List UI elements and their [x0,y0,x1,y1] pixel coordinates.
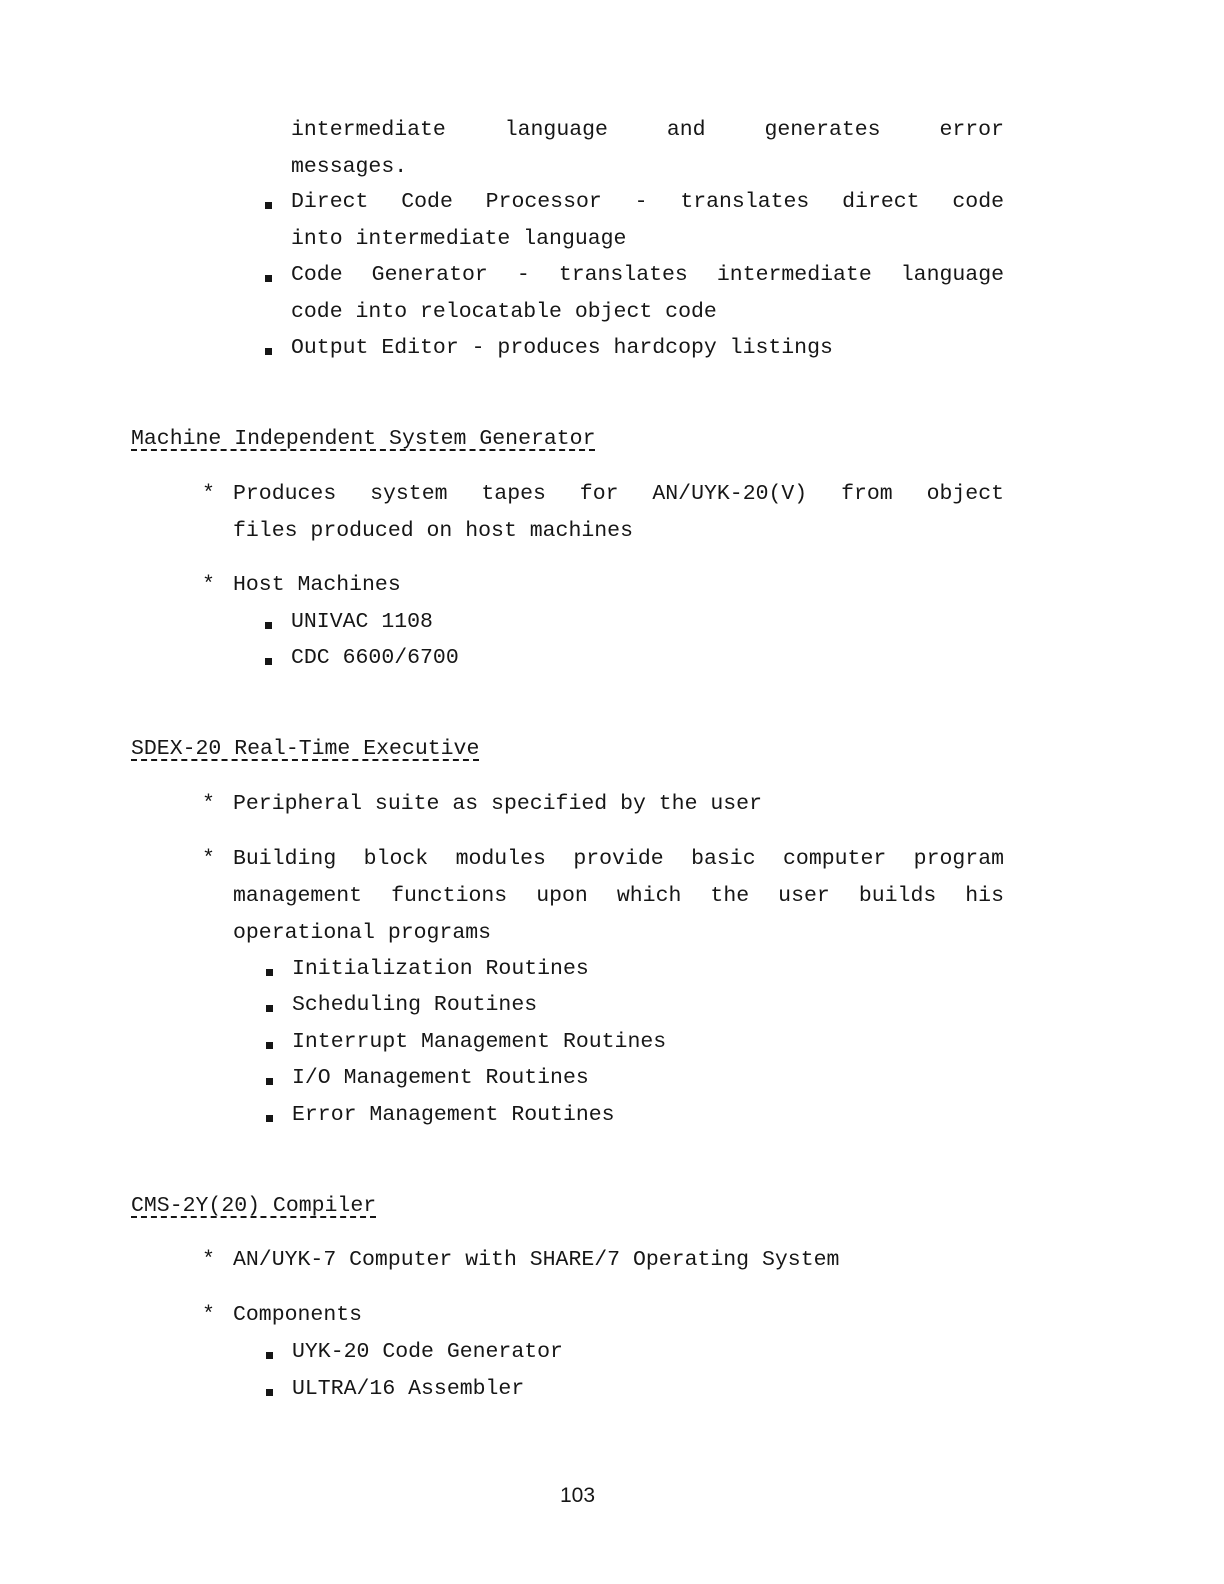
section-2-item-1-line-1: Peripheral suite as specified by the user [233,792,762,816]
section-1-sub-item: CDC 6600/6700 [291,646,459,670]
section-2-sub-item: Initialization Routines [292,957,589,981]
section-3-sub-item: UYK-20 Code Generator [292,1340,563,1364]
intro-bullet-1-line-1: Direct Code Processor - translates direct code [291,190,1004,214]
section-2-sub-item: Interrupt Management Routines [292,1030,667,1054]
section-2-item-2-line-2: management functions upon which the user builds his [233,884,1004,908]
section-heading: SDEX-20 Real-Time Executive [131,737,480,761]
section-1-item-1-line-2: files produced on host machines [233,519,633,543]
section-3-item-2-line-1: Components [233,1303,363,1327]
page-number: 103 [559,1484,596,1507]
section-2-sub-item: Error Management Routines [292,1103,615,1127]
bullet-icon [265,658,272,665]
bullet-icon [266,1078,273,1085]
bullet-icon [265,348,272,355]
asterisk-icon: * [202,792,215,816]
asterisk-icon: * [202,482,215,506]
section-2-sub-item: Scheduling Routines [292,993,538,1017]
intro-line-2: messages. [291,155,408,179]
intro-bullet-1-line-2: into intermediate language [291,227,627,251]
asterisk-icon: * [202,573,215,597]
asterisk-icon: * [202,1303,215,1327]
asterisk-icon: * [202,1248,215,1272]
bullet-icon [265,622,272,629]
bullet-icon [266,1115,273,1122]
bullet-icon [266,1042,273,1049]
bullet-icon [266,1352,273,1359]
section-3-item-1-line-1: AN/UYK-7 Computer with SHARE/7 Operating System [233,1248,840,1272]
intro-bullet-2-line-1: Code Generator - translates intermediate language [291,263,1004,287]
section-3-sub-item: ULTRA/16 Assembler [292,1377,525,1401]
section-heading: Machine Independent System Generator [131,427,596,451]
section-2-item-2-line-3: operational programs [233,921,492,945]
bullet-icon [265,202,272,209]
intro-bullet-3-line-1: Output Editor - produces hardcopy listings [291,336,833,360]
section-2-item-2-line-1: Building block modules provide basic computer program [233,847,1004,871]
section-2-sub-item: I/O Management Routines [292,1066,589,1090]
intro-bullet-2-line-2: code into relocatable object code [291,300,717,324]
bullet-icon [266,1005,273,1012]
section-1-item-1-line-1: Produces system tapes for AN/UYK-20(V) from object [233,482,1004,506]
section-heading: CMS-2Y(20) Compiler [131,1194,377,1218]
section-1-item-2-line-1: Host Machines [233,573,401,597]
intro-line-1: intermediate language and generates error [291,118,1004,142]
bullet-icon [265,275,272,282]
bullet-icon [266,1389,273,1396]
bullet-icon [266,969,273,976]
asterisk-icon: * [202,847,215,871]
section-1-sub-item: UNIVAC 1108 [291,610,433,634]
